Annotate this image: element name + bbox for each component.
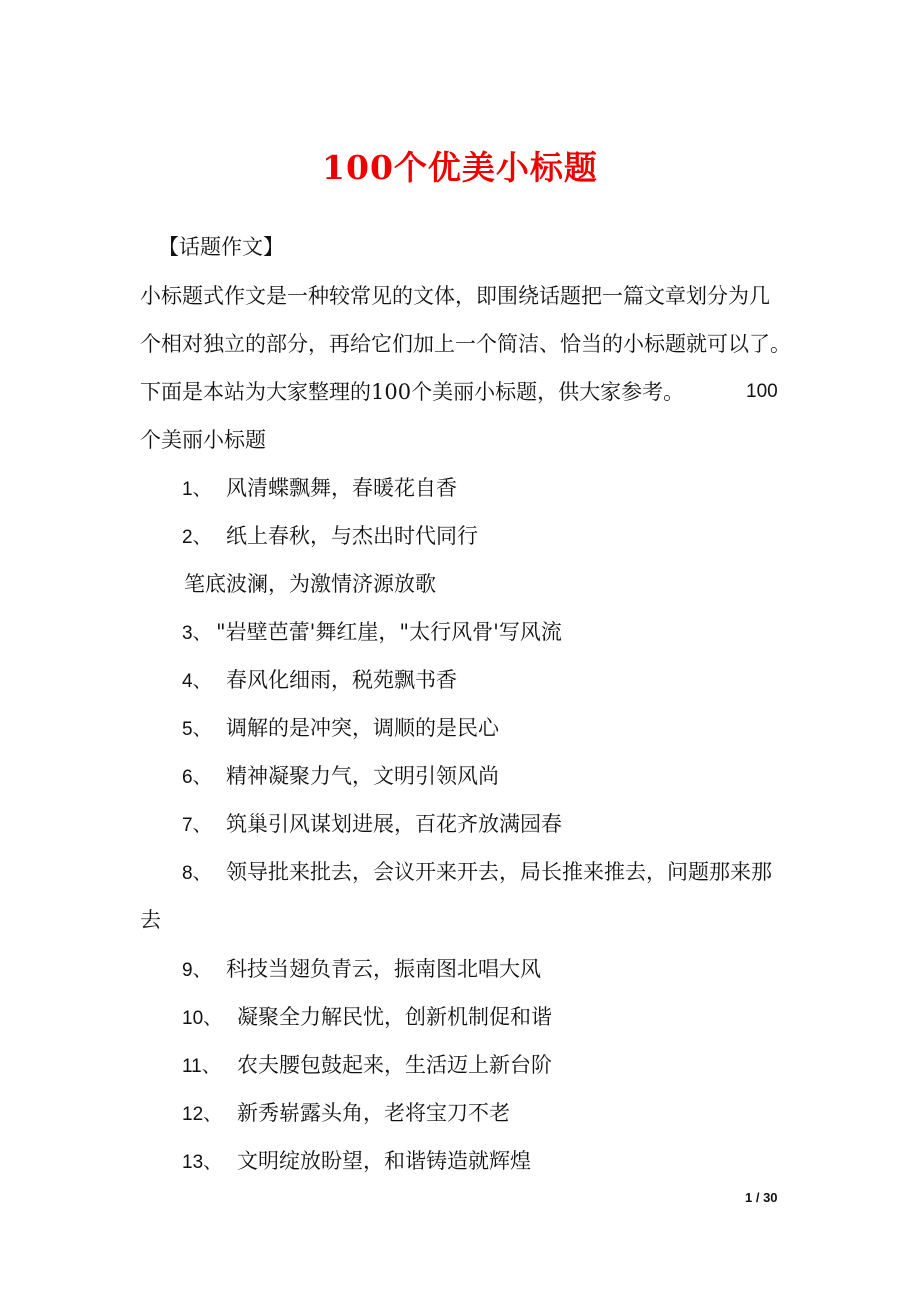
list-item-text: 科技当翅负青云，振南图北唱大风 (226, 957, 541, 981)
list-item (182, 474, 457, 504)
page-indicator: 1 / 30 (745, 1190, 778, 1205)
list-item-text: 筑巢引风谋划进展，百花齐放满园春 (226, 812, 562, 836)
list-item (182, 618, 562, 648)
list-item (182, 1003, 552, 1033)
list-item-number: 10、 (182, 1008, 223, 1029)
list-item-text: 精神凝聚力气，文明引领风尚 (226, 764, 499, 788)
intro-line-3 (140, 378, 684, 406)
list-item-text: 去 (140, 908, 161, 932)
page-title: 100个优美小标题 (322, 148, 598, 187)
topic-tag: 【话题作文】 (158, 235, 284, 259)
list-item-number: 5、 (182, 719, 212, 740)
list-item-text: 春风化细雨，税苑飘书香 (226, 668, 457, 692)
list-item-continuation (140, 906, 161, 934)
list-item-number: 6、 (182, 767, 212, 788)
list-item (182, 1099, 510, 1129)
list-item (182, 522, 478, 552)
list-item-text: 农夫腰包鼓起来，生活迈上新台阶 (237, 1053, 552, 1077)
list-item-number: 7、 (182, 815, 212, 836)
list-item-text: 风清蝶飘舞，春暖花自香 (226, 476, 457, 500)
intro-line-2: 个相对独立的部分，再给它们加上一个简洁、恰当的小标题就可以了。 (140, 332, 791, 356)
intro-line-3-text: 下面是本站为大家整理的100个美丽小标题，供大家参考。 (140, 380, 685, 404)
list-item-number: 11、 (182, 1056, 221, 1077)
list-item (182, 858, 772, 888)
intro-line-3-tail: 100 (746, 381, 778, 402)
list-item (182, 1147, 531, 1177)
list-item-number: 9、 (182, 960, 212, 981)
list-item-text: 新秀崭露头角，老将宝刀不老 (237, 1101, 510, 1125)
list-item-number: 2、 (182, 527, 212, 548)
list-item-continuation (184, 570, 436, 598)
list-item-number: 1、 (182, 479, 212, 500)
list-item-text: 领导批来批去，会议开来开去，局长推来推去，问题那来那 (226, 860, 772, 884)
list-item-text: 调解的是冲突，调顺的是民心 (226, 716, 499, 740)
list-item-number: 3、 (182, 623, 212, 644)
list-item (182, 955, 541, 985)
list-item-text: 笔底波澜，为激情济源放歌 (184, 572, 436, 596)
list-item (182, 762, 499, 792)
list-item-number: 12、 (182, 1104, 223, 1125)
intro-line-1: 小标题式作文是一种较常见的文体，即围绕话题把一篇文章划分为几 (140, 284, 770, 308)
list-item (182, 810, 562, 840)
list-item-text: "岩壁芭蕾'舞红崖，"太行风骨'写风流 (216, 620, 562, 644)
list-item-text: 纸上春秋，与杰出时代同行 (226, 524, 478, 548)
list-item (182, 1051, 552, 1081)
list-item (182, 714, 499, 744)
list-item-number: 13、 (182, 1152, 223, 1173)
list-item-text: 文明绽放盼望，和谐铸造就辉煌 (237, 1149, 531, 1173)
list-item-text: 凝聚全力解民忧，创新机制促和谐 (237, 1005, 552, 1029)
intro-line-4: 个美丽小标题 (140, 428, 266, 452)
list-item-number: 4、 (182, 671, 212, 692)
list-item (182, 666, 457, 696)
list-item-number: 8、 (182, 863, 212, 884)
